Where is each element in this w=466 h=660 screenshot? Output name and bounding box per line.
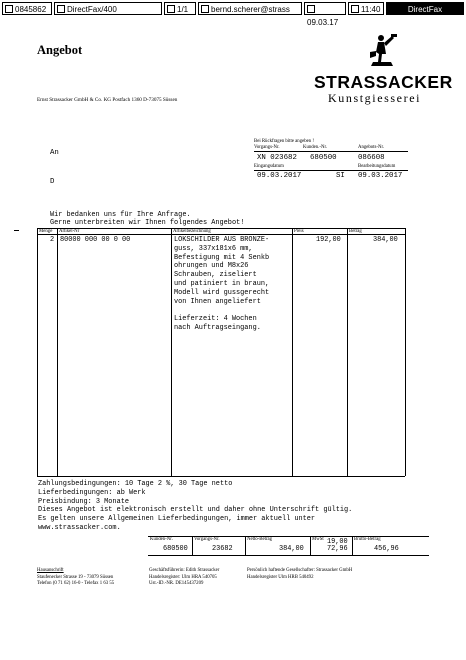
fax-header [2, 2, 464, 27]
brand-subtitle: Kunstgiesserei [328, 91, 422, 105]
footer-address [37, 568, 114, 588]
totals-col-3 [310, 536, 311, 555]
desc-line [174, 306, 269, 315]
totals-col-1 [192, 536, 193, 555]
header-menge: Menge [39, 229, 53, 234]
reference-value-3: 086608 [358, 154, 385, 162]
sender-line: Ernst Strassacker GmbH & Co. KG Postfach 1360 D-73075 Süssen [37, 97, 178, 103]
fax-page-text: 1/1 [177, 5, 189, 14]
document-icon [5, 5, 13, 13]
footer-partner [247, 568, 352, 581]
fax-icon [57, 5, 65, 13]
footer-partner-line: Handelsregister Ulm HRB 540492 [247, 574, 314, 580]
desc-line: Modell wird gussgerecht [174, 288, 270, 297]
totals-brutto: 456,96 [374, 545, 399, 553]
table-bottom-border [37, 476, 405, 477]
totals-label-kunden: Kunden-Nr. [150, 537, 173, 542]
fax-date-text: 09.03.17 [307, 18, 339, 27]
table-col-right [405, 228, 406, 476]
row-artikel-nr: 80000 000 00 0 00 [60, 236, 131, 244]
footer-management [149, 568, 219, 588]
fax-page [164, 2, 196, 15]
desc-line: und patiniert in braun, [174, 279, 270, 288]
reference-value-4: 09.03.2017 [257, 172, 302, 180]
table-col-2 [171, 228, 172, 476]
condition-line: Lieferbedingungen: ab Werk [38, 488, 146, 497]
row-bezeichnung [174, 236, 269, 333]
footer-partner-line: Persönlich haftende Gesellschafter: Strassacker GmbH [247, 568, 353, 573]
totals-col-2 [245, 536, 246, 555]
totals-bottom-border [148, 555, 429, 556]
totals-top-border [148, 536, 429, 537]
fax-time [348, 2, 384, 15]
condition-line: Preisbindung: 3 Monate [38, 497, 129, 506]
table-col-1 [57, 228, 58, 476]
intro-line-1: Wir bedanken uns für Ihre Anfrage. [50, 211, 191, 219]
totals-vorgangs-nr: 23682 [212, 545, 233, 553]
header-artikel-nr: Artikel-Nr [59, 229, 80, 234]
footer-address-line: Telefon (0 71 62) 16-0 - Telefax 1 63 55 [37, 581, 115, 586]
fax-email [198, 2, 302, 15]
fax-page-id-text: 0845862 [15, 5, 47, 14]
reference-hint: Bei Rückfragen bitte angeben ! [254, 139, 314, 144]
totals-label-brutto: Brutto-Betrag [354, 537, 381, 542]
totals-netto: 384,00 [279, 545, 304, 553]
reference-divider-1 [254, 151, 408, 152]
desc-line: nach Auftragseingang. [174, 323, 261, 332]
footer-management-line: Geschäftsführerin: Edith Strassacker [149, 568, 220, 573]
header-preis: Preis [294, 229, 304, 234]
fax-service-text: DirectFax/400 [67, 5, 117, 14]
clock-icon [351, 5, 359, 13]
intro-line-2: Gerne unterbreiten wir Ihnen folgendes Angebot! [50, 219, 245, 227]
footer-management-line: Handelsregister: Ulm HRA 540705 [149, 574, 217, 580]
footer-address-line: Staufenecker Strasse 19 - 73079 Süssen [37, 574, 114, 580]
table-col-3 [292, 228, 293, 476]
fax-date [304, 2, 346, 27]
reference-value-1: XN 023682 [257, 154, 297, 162]
table-col-4 [347, 228, 348, 476]
fax-app: DirectFax [386, 2, 464, 15]
calendar-icon [307, 5, 315, 13]
reference-label-5: Bearbeitungsdatum [358, 164, 396, 169]
brand-name: STRASSACKER [314, 72, 453, 92]
table-col-left [37, 228, 38, 476]
desc-line: Schrauben, ziseliert [174, 271, 257, 280]
row-preis: 192,00 [316, 236, 341, 244]
footer-management-line: Ust.-ID.-NR. DE145437209 [149, 581, 204, 586]
fax-page-id [2, 2, 52, 15]
desc-line: guss, 337x181x6 mm, [174, 244, 253, 253]
mail-icon [201, 5, 209, 13]
header-betrag: Betrag [349, 229, 362, 234]
desc-line: Lieferzeit: 4 Wochen [174, 315, 257, 324]
conditions [38, 480, 352, 533]
address-line-1: An [50, 149, 59, 157]
totals-label-netto: Netto-Betrag [247, 537, 273, 542]
reference-label-3: Angebots-Nr. [358, 145, 384, 150]
totals-mwst: 72,96 [327, 545, 348, 553]
fold-mark [14, 230, 19, 231]
reference-label-2: Kunden.-Nr. [303, 145, 327, 150]
reference-value-6: 09.03.2017 [358, 172, 403, 180]
reference-value-2: 680500 [310, 154, 337, 162]
totals-label-mwst: MwSt [312, 537, 324, 542]
row-menge: 2 [50, 236, 55, 244]
desc-line: Befestigung mit 4 Senkb [174, 253, 270, 262]
address-line-2: D [50, 178, 55, 186]
document-title: Angebot [37, 43, 83, 57]
reference-divider-2 [254, 170, 408, 171]
row-betrag: 384,00 [373, 236, 398, 244]
reference-value-5: SI [336, 172, 345, 180]
desc-line: LOKSCHILDER AUS BRONZE- [174, 236, 270, 244]
condition-line: www.strassacker.com. [38, 523, 121, 532]
header-bezeichnung: Artikelbezeichnung [173, 229, 211, 234]
totals-col-4 [352, 536, 353, 555]
table-header-border [37, 234, 405, 235]
totals-mwst-rate: 19,00 [327, 538, 348, 546]
sculpture-logo-icon [362, 32, 402, 70]
desc-line: von Ihnen angeliefert [174, 297, 261, 306]
fax-service [54, 2, 162, 15]
reference-label-4: Eingangsdatum [254, 164, 284, 169]
totals-label-vorgang: Vorgangs-Nr. [194, 537, 220, 542]
page-icon [167, 5, 175, 13]
condition-line: Es gelten unsere Allgemeinen Lieferbedingungen, immer aktuell unter [38, 515, 316, 524]
footer-address-line: Hausanschrift [37, 568, 64, 573]
reference-label-1: Vorgangs-Nr. [254, 145, 280, 150]
fax-email-text: bernd.scherer@strass [211, 5, 290, 14]
desc-line: ohrungen und M8x26 [174, 262, 249, 271]
totals-kunden-nr: 680500 [163, 545, 188, 553]
fax-time-text: 11:40 [361, 5, 381, 14]
condition-line: Dieses Angebot ist elektronisch erstellt und daher ohne Unterschrift gültig. [38, 506, 353, 515]
condition-line: Zahlungsbedingungen: 10 Tage 2 %, 30 Tage netto [38, 480, 233, 488]
